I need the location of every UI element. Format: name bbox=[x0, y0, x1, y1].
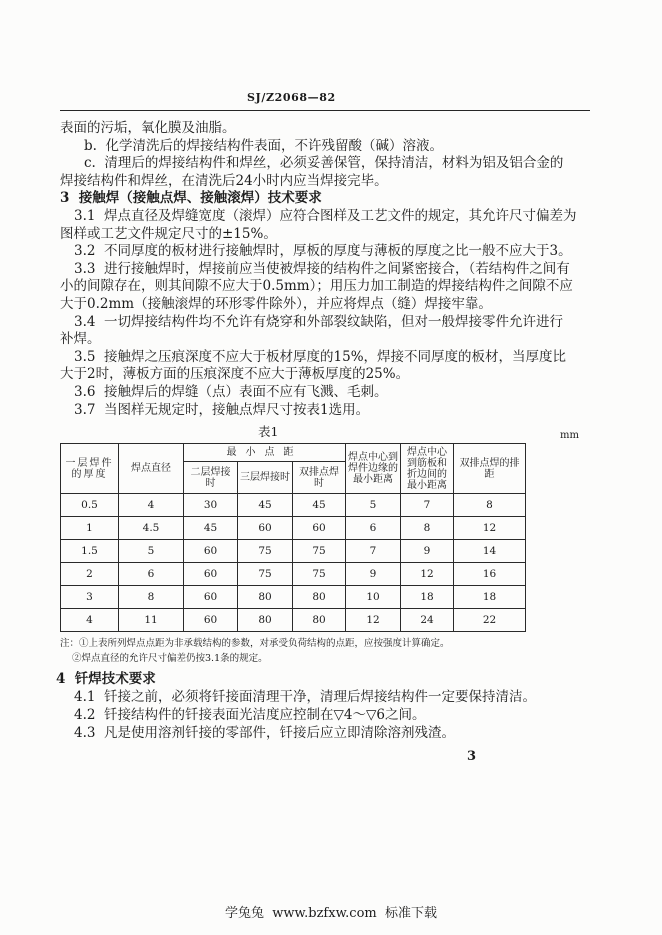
table-unit: mm bbox=[560, 430, 579, 441]
table-cell: 7 bbox=[346, 540, 401, 563]
table-row bbox=[61, 517, 526, 540]
list-item-b: b. 化学清洗后的焊接结构件表面，不许残留酸（碱）溶液。 bbox=[84, 138, 444, 154]
clause-3-5: 3.5 接触焊之压痕深度不应大于板材厚度的15%，焊接不同厚度的板材，当厚度比 bbox=[74, 349, 567, 365]
table-cell: 80 bbox=[238, 586, 293, 609]
table-row bbox=[61, 586, 526, 609]
column-header-diameter: 焊点直径 bbox=[119, 444, 184, 494]
table-cell: 1.5 bbox=[61, 540, 119, 563]
column-header-row-spacing: 双排点焊的排距 bbox=[454, 444, 526, 494]
table-note-2: ②焊点直径的允许尺寸偏差仍按3.1条的规定。 bbox=[72, 653, 268, 664]
header-rule bbox=[60, 110, 590, 111]
text-line: 大于0.2mm（接触滚焊的环形零件除外），并应将焊点（缝）焊接牢靠。 bbox=[60, 296, 492, 312]
text-line: 表面的污垢，氧化膜及油脂。 bbox=[60, 120, 236, 136]
table-cell: 2 bbox=[61, 563, 119, 586]
table-header-row bbox=[61, 444, 526, 462]
table-cell: 5 bbox=[119, 540, 184, 563]
table-cell: 22 bbox=[454, 609, 526, 632]
column-header-min-pitch: 最小点距 bbox=[184, 444, 346, 462]
table-cell: 60 bbox=[184, 586, 238, 609]
table-cell: 60 bbox=[238, 517, 293, 540]
table-cell: 1 bbox=[61, 517, 119, 540]
table-cell: 4 bbox=[61, 609, 119, 632]
column-header-two-layer: 二层焊接时 bbox=[184, 462, 238, 494]
table-cell: 18 bbox=[401, 586, 454, 609]
clause-3-3: 3.3 进行接触焊时，焊接前应当使被焊接的结构件之间紧密接合，（若结构件之间有 bbox=[74, 261, 570, 277]
clause-4-3: 4.3 凡是使用溶剂钎接的零部件，钎接后应立即清除溶剂残渣。 bbox=[74, 725, 456, 741]
table-cell: 12 bbox=[346, 609, 401, 632]
table-row bbox=[61, 494, 526, 517]
table-row bbox=[61, 540, 526, 563]
page-number: 3 bbox=[467, 749, 477, 764]
table-cell: 60 bbox=[184, 563, 238, 586]
table-row bbox=[61, 609, 526, 632]
text-line: 补焊。 bbox=[60, 331, 101, 347]
clause-3-4: 3.4 一切焊接结构件均不允许有烧穿和外部裂纹缺陷，但对一般焊接零件允许进行 bbox=[74, 314, 564, 330]
table-cell: 45 bbox=[184, 517, 238, 540]
table-cell: 14 bbox=[454, 540, 526, 563]
watermark-footer: 学兔兔 www.bzfxw.com 标准下载 bbox=[225, 906, 437, 921]
table-cell: 60 bbox=[184, 609, 238, 632]
column-header-edge-distance: 焊点中心到焊件边缘的最小距离 bbox=[346, 444, 401, 494]
table-cell: 9 bbox=[346, 563, 401, 586]
clause-4-2: 4.2 钎接结构件的钎接表面光洁度应控制在▽4～▽6之间。 bbox=[74, 707, 426, 723]
clause-3-1: 3.1 焊点直径及焊缝宽度（滚焊）应符合图样及工艺文件的规定，其允许尺寸偏差为 bbox=[74, 208, 577, 224]
section-heading-4: 4 钎焊技术要求 bbox=[56, 671, 156, 687]
table-row bbox=[61, 563, 526, 586]
table-cell: 75 bbox=[238, 540, 293, 563]
table-cell: 7 bbox=[401, 494, 454, 517]
table-cell: 75 bbox=[293, 540, 346, 563]
column-header-double-row: 双排点焊时 bbox=[293, 462, 346, 494]
table-cell: 10 bbox=[346, 586, 401, 609]
table-cell: 60 bbox=[293, 517, 346, 540]
table-cell: 0.5 bbox=[61, 494, 119, 517]
table-cell: 8 bbox=[401, 517, 454, 540]
table-cell: 4.5 bbox=[119, 517, 184, 540]
clause-3-2: 3.2 不同厚度的板材进行接触焊时，厚板的厚度与薄板的厚度之比一般不应大于3。 bbox=[74, 243, 572, 259]
text-line: 小的间隙存在，则其间隙不应大于0.5mm）；用压力加工制造的焊接结构件之间隙不应 bbox=[60, 278, 573, 294]
table-cell: 75 bbox=[238, 563, 293, 586]
table-note-1: 注：①上表所列焊点点距为非承载结构的参数，对承受负荷结构的点距，应按强度计算确定。 bbox=[60, 638, 450, 649]
standard-code: SJ/Z2068—82 bbox=[247, 91, 336, 104]
table-cell: 75 bbox=[293, 563, 346, 586]
table-cell: 3 bbox=[61, 586, 119, 609]
table-cell: 12 bbox=[401, 563, 454, 586]
table-cell: 4 bbox=[119, 494, 184, 517]
table-cell: 18 bbox=[454, 586, 526, 609]
text-line: 图样或工艺文件规定尺寸的±15%。 bbox=[60, 226, 277, 242]
table-cell: 80 bbox=[293, 609, 346, 632]
table-cell: 16 bbox=[454, 563, 526, 586]
table-cell: 9 bbox=[401, 540, 454, 563]
table-cell: 30 bbox=[184, 494, 238, 517]
clause-3-7: 3.7 当图样无规定时，接触点焊尺寸按表1选用。 bbox=[74, 402, 370, 418]
table-cell: 24 bbox=[401, 609, 454, 632]
table-cell: 80 bbox=[293, 586, 346, 609]
table-cell: 45 bbox=[293, 494, 346, 517]
column-header-three-layer: 三层焊接时 bbox=[238, 462, 293, 494]
table-cell: 8 bbox=[454, 494, 526, 517]
table-cell: 12 bbox=[454, 517, 526, 540]
table-cell: 60 bbox=[184, 540, 238, 563]
clause-4-1: 4.1 钎接之前，必须将钎接面清理干净，清理后焊接结构件一定要保持清洁。 bbox=[74, 689, 537, 705]
table-cell: 6 bbox=[346, 517, 401, 540]
table-cell: 11 bbox=[119, 609, 184, 632]
text-line: 大于2时，薄板方面的压痕深度不应大于薄板厚度的25%。 bbox=[60, 366, 410, 382]
clause-3-6: 3.6 接触焊后的焊缝（点）表面不应有飞溅、毛刺。 bbox=[74, 384, 388, 400]
column-header-thickness: 一层焊件的厚度 bbox=[61, 444, 119, 494]
table-cell: 45 bbox=[238, 494, 293, 517]
table-caption: 表1 bbox=[258, 424, 279, 439]
table-body bbox=[61, 494, 526, 632]
list-item-c: c. 清理后的焊接结构件和焊丝，必须妥善保管，保持清洁，材料为铝及铝合金的 bbox=[84, 155, 564, 171]
section-heading-3: 3 接触焊（接触点焊、接触滚焊）技术要求 bbox=[60, 190, 322, 206]
table-cell: 6 bbox=[119, 563, 184, 586]
table-cell: 8 bbox=[119, 586, 184, 609]
column-header-rib-distance: 焊点中心到筋板和折边间的最小距离 bbox=[401, 444, 454, 494]
text-line: 焊接结构件和焊丝，在清洗后24小时内应当焊接完毕。 bbox=[60, 173, 388, 189]
table-cell: 5 bbox=[346, 494, 401, 517]
spot-weld-table bbox=[60, 443, 526, 632]
table-cell: 80 bbox=[238, 609, 293, 632]
